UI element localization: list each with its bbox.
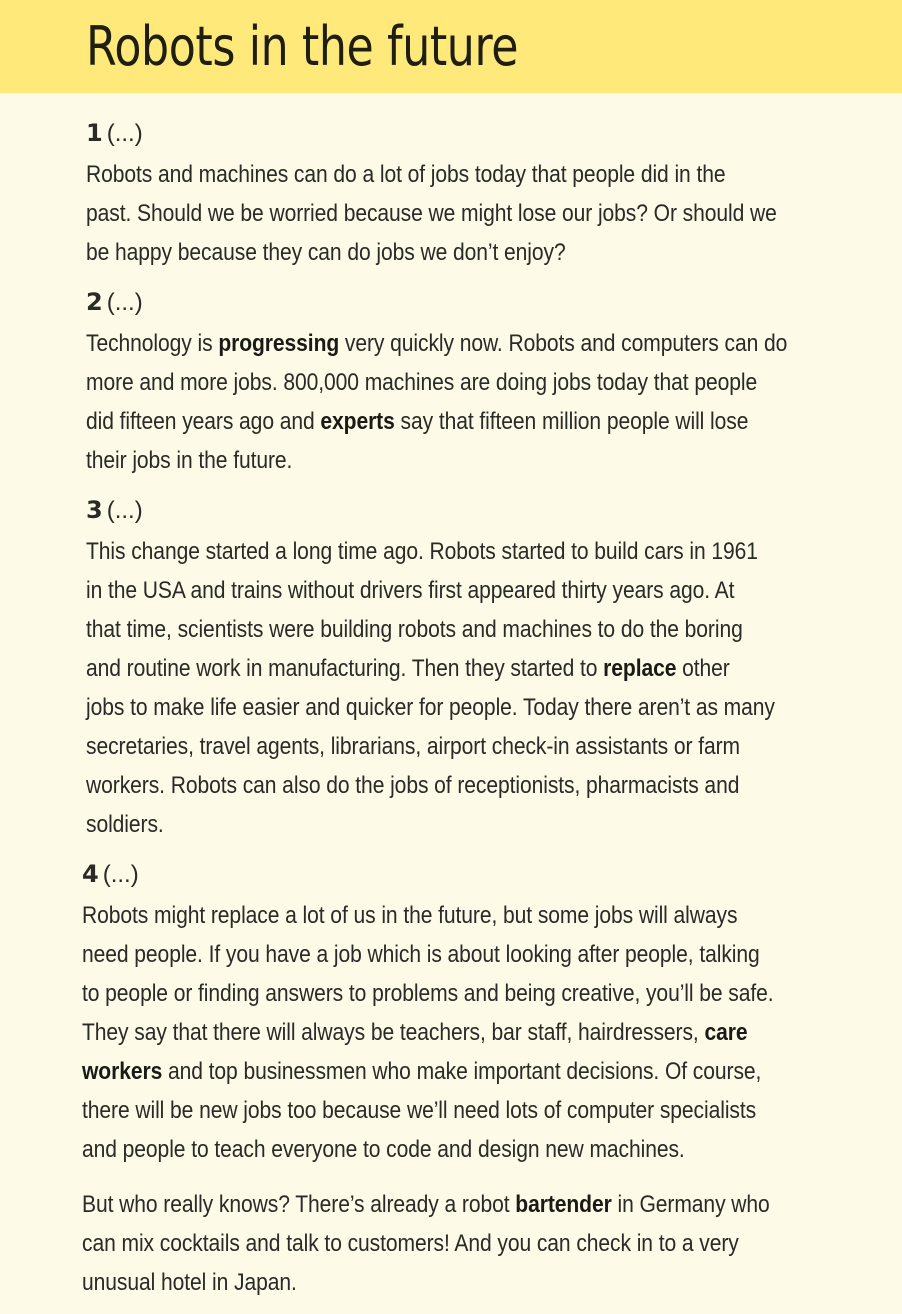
text-line bbox=[86, 571, 886, 610]
heading-gap-placeholder: (...) bbox=[106, 120, 143, 147]
text-line bbox=[82, 1224, 882, 1263]
text-line bbox=[82, 1052, 882, 1091]
text-run: Robots and machines can do a lot of jobs today that people did in the bbox=[86, 161, 726, 188]
text-run: other bbox=[676, 655, 730, 682]
text-run: Robots might replace a lot of us in the future, but some jobs will always bbox=[82, 902, 738, 929]
text-line bbox=[86, 233, 886, 272]
text-run: This change started a long time ago. Robots started to build cars in 1961 bbox=[86, 538, 758, 565]
section-heading bbox=[82, 858, 872, 890]
text-run: say that fifteen million people will lose bbox=[394, 408, 749, 435]
heading-gap-placeholder: (...) bbox=[106, 497, 143, 524]
text-run: to people or finding answers to problems and being creative, you’ll be safe. bbox=[82, 980, 774, 1007]
key-vocabulary: replace bbox=[603, 655, 677, 682]
text-run: that time, scientists were building robots and machines to do the boring bbox=[86, 616, 743, 643]
text-run: jobs to make life easier and quicker for people. Today there aren’t as many bbox=[86, 694, 775, 721]
text-run: did fifteen years ago and bbox=[86, 408, 321, 435]
text-run: They say that there will always be teachers, bar staff, hairdressers, bbox=[82, 1019, 705, 1046]
text-run: very quickly now. Robots and computers can do bbox=[339, 330, 788, 357]
text-run: unusual hotel in Japan. bbox=[82, 1269, 297, 1296]
text-run: Technology is bbox=[86, 330, 219, 357]
paragraph bbox=[86, 532, 886, 844]
text-run: in Germany who bbox=[611, 1191, 770, 1218]
text-run: and routine work in manufacturing. Then they started to bbox=[86, 655, 604, 682]
text-line bbox=[86, 766, 886, 805]
text-line bbox=[86, 649, 886, 688]
text-line bbox=[82, 1263, 882, 1302]
key-vocabulary: progressing bbox=[218, 330, 340, 357]
section-heading bbox=[86, 494, 872, 526]
text-line bbox=[82, 1013, 882, 1052]
section-heading bbox=[86, 117, 872, 149]
text-line bbox=[82, 896, 882, 935]
page-title: Robots in the future bbox=[86, 15, 519, 78]
text-run: be happy because they can do jobs we don’t enjoy? bbox=[86, 239, 566, 266]
heading-gap-placeholder: (...) bbox=[106, 289, 143, 316]
text-line bbox=[86, 532, 886, 571]
text-run: their jobs in the future. bbox=[86, 447, 293, 474]
text-run: soldiers. bbox=[86, 811, 164, 838]
text-line bbox=[86, 194, 886, 233]
heading-gap-placeholder: (...) bbox=[102, 861, 139, 888]
text-run: and people to teach everyone to code and design new machines. bbox=[82, 1136, 685, 1163]
section-heading bbox=[86, 286, 872, 318]
section-3 bbox=[86, 494, 872, 844]
text-line bbox=[82, 974, 882, 1013]
key-vocabulary: bartender bbox=[515, 1191, 612, 1218]
text-line bbox=[86, 363, 886, 402]
text-run: need people. If you have a job which is about looking after people, talking bbox=[82, 941, 760, 968]
key-vocabulary: experts bbox=[320, 408, 395, 435]
text-run: can mix cocktails and talk to customers! And you can check in to a very bbox=[82, 1230, 739, 1257]
section-number: 2 bbox=[86, 288, 103, 316]
text-line bbox=[82, 1185, 882, 1224]
section-number: 4 bbox=[82, 860, 99, 888]
section-number: 1 bbox=[86, 119, 103, 147]
section-2 bbox=[86, 286, 872, 480]
text-line bbox=[86, 727, 886, 766]
title-banner bbox=[0, 0, 902, 93]
paragraph bbox=[86, 324, 886, 480]
text-line bbox=[82, 1091, 882, 1130]
text-run: in the USA and trains without drivers first appeared thirty years ago. At bbox=[86, 577, 735, 604]
text-line bbox=[82, 935, 882, 974]
text-line bbox=[86, 324, 886, 363]
text-line bbox=[86, 441, 886, 480]
key-vocabulary: care bbox=[704, 1019, 748, 1046]
text-line bbox=[86, 805, 886, 844]
text-line bbox=[82, 1130, 882, 1169]
text-run: more and more jobs. 800,000 machines are doing jobs today that people bbox=[86, 369, 758, 396]
section-4 bbox=[82, 858, 872, 1169]
text-run: secretaries, travel agents, librarians, airport check-in assistants or farm bbox=[86, 733, 741, 760]
text-run: But who really knows? There’s already a robot bbox=[82, 1191, 516, 1218]
text-run: and top businessmen who make important decisions. Of course, bbox=[162, 1058, 762, 1085]
text-run: there will be new jobs too because we’ll need lots of computer specialists bbox=[82, 1097, 757, 1124]
text-line bbox=[86, 688, 886, 727]
text-run: past. Should we be worried because we might lose our jobs? Or should we bbox=[86, 200, 777, 227]
section-number: 3 bbox=[86, 496, 103, 524]
paragraph bbox=[82, 896, 882, 1169]
closing-paragraph bbox=[82, 1185, 872, 1302]
paragraph bbox=[82, 1185, 882, 1302]
text-line bbox=[86, 155, 886, 194]
paragraph bbox=[86, 155, 886, 272]
text-line bbox=[86, 402, 886, 441]
text-line bbox=[86, 610, 886, 649]
article-body bbox=[0, 93, 902, 1302]
section-1 bbox=[86, 117, 872, 272]
text-run: workers. Robots can also do the jobs of receptionists, pharmacists and bbox=[86, 772, 740, 799]
key-vocabulary: workers bbox=[82, 1058, 163, 1085]
